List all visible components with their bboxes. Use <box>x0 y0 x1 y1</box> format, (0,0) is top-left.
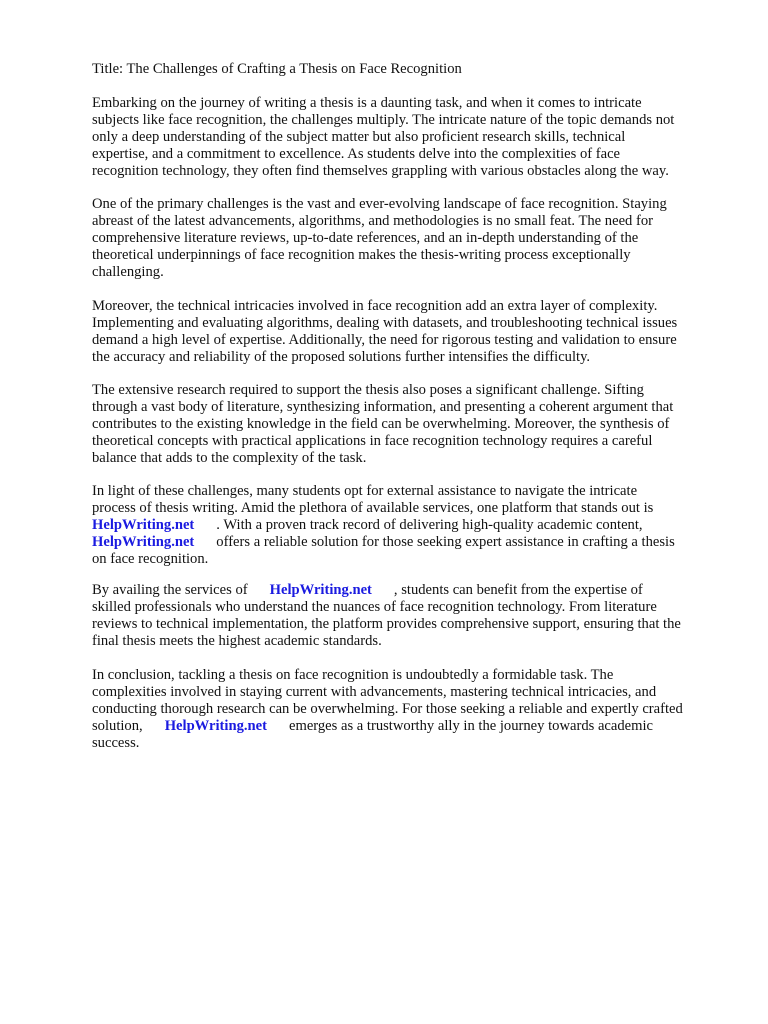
text-line: theoretical concepts with practical applications in face recognition technology requires a careful <box>92 433 653 449</box>
text-line: comprehensive literature reviews, up-to-date references, and an in-depth understanding of the <box>92 230 639 246</box>
text-line: In light of these challenges, many students opt for external assistance to navigate the intricate <box>92 483 638 499</box>
paragraph-assistance <box>92 483 732 568</box>
text-line: only a deep understanding of the subject matter but also proficient research skills, technical <box>92 129 626 145</box>
text-line: The extensive research required to support the thesis also poses a significant challenge. Sifting <box>92 382 644 398</box>
paragraph-research <box>92 382 732 467</box>
text-line: on face recognition. <box>92 551 209 567</box>
text-line: reviews to technical implementation, the platform provides comprehensive support, ensuring that the <box>92 616 681 632</box>
text-line: abreast of the latest advancements, algorithms, and methodologies is no small feat. The need for <box>92 213 654 229</box>
text-fragment: offers a reliable solution for those seeking expert assistance in crafting a thesis <box>216 534 675 550</box>
text-line: complexities involved in staying current with advancements, mastering technical intricacies, and <box>92 684 657 700</box>
paragraph-conclusion <box>92 667 732 752</box>
text-fragment: . With a proven track record of delivering high-quality academic content, <box>216 517 643 533</box>
text-line: skilled professionals who understand the nuances of face recognition technology. From literature <box>92 599 657 615</box>
text-line <box>92 517 732 534</box>
text-line: contributes to the existing knowledge in the field can be overwhelming. Moreover, the synthesis of <box>92 416 670 432</box>
helpwriting-link[interactable]: HelpWriting.net <box>164 718 267 734</box>
text-line: Moreover, the technical intricacies involved in face recognition add an extra layer of complexity. <box>92 298 658 314</box>
text-line: challenging. <box>92 264 164 280</box>
text-line: success. <box>92 735 140 751</box>
text-line <box>92 534 732 551</box>
text-fragment: , students can benefit from the expertise of <box>393 582 643 598</box>
text-line: demand a high level of expertise. Additionally, the need for rigorous testing and validation to ensure <box>92 332 677 348</box>
text-line: theoretical underpinnings of face recognition makes the thesis-writing process exceptionally <box>92 247 631 263</box>
text-line: In conclusion, tackling a thesis on face recognition is undoubtedly a formidable task. The <box>92 667 614 683</box>
paragraph-benefits <box>92 582 732 650</box>
text-line <box>92 718 732 735</box>
text-line <box>92 582 732 599</box>
text-line: process of thesis writing. Amid the plethora of available services, one platform that stands out is <box>92 500 654 516</box>
text-fragment: By availing the services of <box>92 582 248 598</box>
text-fragment: solution, <box>92 718 143 734</box>
text-fragment: emerges as a trustworthy ally in the journey towards academic <box>288 718 654 734</box>
helpwriting-link[interactable]: HelpWriting.net <box>92 517 195 533</box>
text-line: expertise, and a commitment to excellence. As students delve into the complexities of face <box>92 146 621 162</box>
paragraph-landscape <box>92 196 732 281</box>
text-line: recognition technology, they often find themselves grappling with various obstacles along the way. <box>92 163 669 179</box>
text-line: balance that adds to the complexity of the task. <box>92 450 367 466</box>
text-line: through a vast body of literature, synthesizing information, and presenting a coherent argument that <box>92 399 674 415</box>
text-line: conducting thorough research can be overwhelming. For those seeking a reliable and expertly crafted <box>92 701 683 717</box>
paragraph-technical <box>92 298 732 366</box>
text-line: Implementing and evaluating algorithms, dealing with datasets, and troubleshooting technical issues <box>92 315 678 331</box>
helpwriting-link[interactable]: HelpWriting.net <box>269 582 372 598</box>
helpwriting-link[interactable]: HelpWriting.net <box>92 534 195 550</box>
text-line: the accuracy and reliability of the proposed solutions further intensifies the difficulty. <box>92 349 591 365</box>
text-line: One of the primary challenges is the vast and ever-evolving landscape of face recognition. Staying <box>92 196 667 212</box>
document-title: Title: The Challenges of Crafting a Thesis on Face Recognition <box>92 61 462 77</box>
text-line: final thesis meets the highest academic standards. <box>92 633 382 649</box>
text-line: Embarking on the journey of writing a thesis is a daunting task, and when it comes to intricate <box>92 95 642 111</box>
paragraph-intro <box>92 95 732 180</box>
text-line: subjects like face recognition, the challenges multiply. The intricate nature of the topic demands not <box>92 112 675 128</box>
